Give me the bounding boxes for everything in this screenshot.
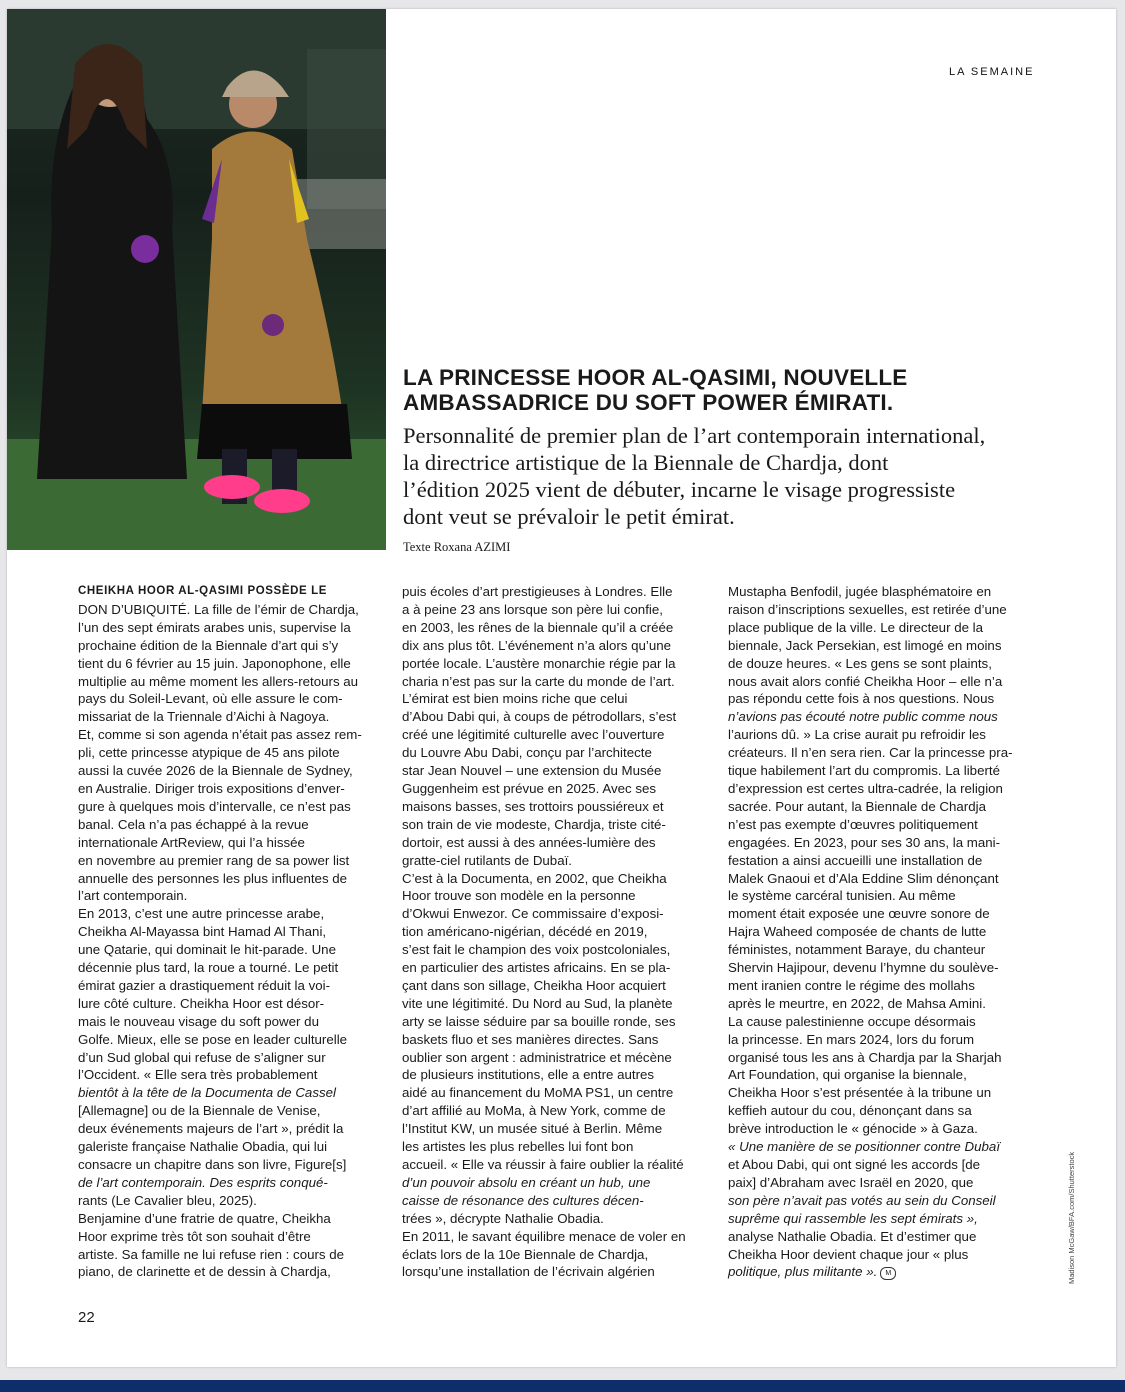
body-line: arty se laisse séduire par sa bouille ronde, ses [402,1013,676,1029]
body-line: nous avait alors confié Cheikha Hoor – elle n’a [728,673,1003,689]
body-line: deux événements majeurs de l’art », prédit la [78,1121,344,1137]
body-line: en particulier des artistes africains. En se pla- [402,960,671,976]
body-line: Et, comme si son agenda n’était pas assez rem- [78,727,362,743]
body-line: prochaine édition de la Biennale d’art qui s’y [78,637,339,653]
body-line: biennale, Jack Persekian, est limogé en moins [728,637,1002,653]
body-line: C’est à la Documenta, en 2002, que Cheikha [402,870,667,886]
body-line: CHEIKHA HOOR AL-QASIMI POSSÈDE LE [78,585,327,597]
body-line: féministes, notamment Baraye, du chanteur [728,942,986,958]
body-line: n’avions pas écouté notre public comme nous [728,709,998,725]
bottom-bar [0,1380,1125,1392]
body-line: le système carcéral tunisien. Au même [728,888,956,904]
body-line: En 2013, c’est une autre princesse arabe, [78,906,325,922]
body-line: créateurs. Il n’en sera rien. Car la princesse pra- [728,745,1013,761]
body-line: analyse Nathalie Obadia. Et d’estimer que [728,1228,977,1244]
body-line: Cheikha Hoor devient chaque jour « plus [728,1246,969,1262]
body-line: çant dans son sillage, Cheikha Hoor acquiert [402,977,666,993]
body-line: éclats lors de la 10e Biennale de Chardja, [402,1246,649,1262]
body-line: annuelle des personnes les plus influentes de [78,870,348,886]
body-line: en novembre au premier rang de sa power list [78,852,350,868]
body-line: pays du Soleil-Levant, où elle assure le com- [78,691,343,707]
article-headline [403,365,1003,415]
body-line: en Australie. Diriger trois expositions d’enver- [78,780,345,796]
body-column-1 [78,583,388,1281]
body-line: son train de vie modeste, Chardja, triste cité- [402,816,666,832]
section-label: LA SEMAINE [949,66,1035,78]
body-line: les artistes les plus rebelles lui font bon [402,1139,634,1155]
standfirst-line: dont veut se prévaloir le petit émirat. [403,504,735,529]
body-line: créé une légitimité culturelle avec l’ouverture [402,727,665,743]
body-line: caisse de résonance des cultures décen- [402,1192,644,1208]
body-line: organisé tous les ans à Chardja par la Sharjah [728,1049,1002,1065]
body-line: brève introduction le « génocide » à Gaza. [728,1121,978,1137]
body-line: l’Occident. « Elle sera très probablement [78,1067,318,1083]
body-line: consacre un chapitre dans son livre, Figure[s] [78,1157,347,1172]
body-line: Hajra Waheed composée de chants de lutte [728,924,987,940]
body-line: émirat gazier a drastiquement réduit la voi- [78,977,331,993]
body-line: d’art affilié au MoMa, à New York, comme de [402,1103,666,1119]
standfirst-line: Personnalité de premier plan de l’art contemporain international, [403,423,986,448]
body-line: festation a ainsi accueilli une installation de [728,852,983,868]
body-line: l’aurions dû. » La crise aurait pu refroidir les [728,727,986,743]
body-line: place publique de la ville. Le directeur de la [728,619,984,635]
body-column-2 [402,583,712,1281]
body-line: après le meurtre, en 2022, de Mahsa Amini. [728,995,986,1011]
body-line: charia n’est pas sur la carte du monde de l’art. [402,673,675,689]
body-line: l’un des sept émirats arabes unis, supervise la [78,619,351,635]
body-line: missariat de la Triennale d’Aichi à Nagoya. [78,709,330,725]
body-line: lure côté culture. Cheikha Hoor est désor- [78,995,325,1011]
body-line: pli, cette princesse atypique de 45 ans pilote [78,745,340,761]
body-line: suprême qui rassemble les sept émirats », [728,1210,978,1226]
photo-illustration [7,9,386,550]
standfirst-line: la directrice artistique de la Biennale de Chardja, dont [403,450,889,475]
body-line: décennie plus tard, la roue a tourné. Le petit [78,960,339,976]
body-line: politique, plus militante ». M [728,1263,1038,1281]
body-line: banal. Cela n’a pas échappé à la revue [78,816,309,832]
body-line: oublier son argent : administratrice et mécène [402,1049,672,1065]
body-line: d’un Sud global qui refuse de s’aligner sur [78,1049,326,1065]
body-line: star Jean Nouvel – une extension du Musée [402,763,662,779]
body-line: l’Institut KW, un musée situé à Berlin. Même [402,1121,663,1137]
body-line: piano, de clarinette et de dessin à Chardja, [78,1264,331,1280]
body-line: baskets fluo et ses manières directes. Sans [402,1031,659,1047]
body-line: moment était exposée une œuvre sonore de [728,906,990,922]
body-line: une Qatarie, qui dominait le hit-parade. Une [78,942,336,958]
body-line: lorsqu’une installation de l’écrivain algérien [402,1264,655,1280]
body-line: Art Foundation, qui organise la biennale, [728,1067,967,1083]
body-line: tique habilement l’art du compromis. La liberté [728,763,1000,779]
body-line: multiplie au même moment les allers-retours au [78,673,359,689]
body-line: aussi la cuvée 2026 de la Biennale de Sydney, [78,763,353,779]
body-line: tient du 6 février au 15 juin. Japonophone, elle [78,655,351,671]
body-line: portée locale. L’austère monarchie régie par la [402,655,676,671]
body-line: vite une légitimité. Du Nord au Sud, la planète [402,995,673,1011]
body-line: d’Abou Dabi qui, à coups de pétrodollars, s’est [402,709,677,725]
body-line: L’émirat est bien moins riche que celui [402,691,628,707]
photo-credit: Madison McGaw/BFA.com/Shutterstock [1067,1151,1076,1284]
body-line: raison d’inscriptions sexuelles, est retirée d’une [728,601,1007,617]
end-mark-icon: M [880,1267,896,1280]
body-line: internationale ArtReview, qui l’a hissée [78,834,305,850]
body-column-3 [728,583,1038,1281]
body-line: en 2003, les rênes de la biennale qu’il a créée [402,619,674,635]
body-line: DON D’UBIQUITÉ. La fille de l’émir de Chardja, [78,601,359,617]
body-line: s’est fait le champion des voix postcoloniales, [402,942,671,958]
body-line: dortoir, est aussi à des années-lumière des [402,834,656,850]
body-line: Cheikha Al-Mayassa bint Hamad Al Thani, [78,924,327,940]
article-standfirst [403,422,985,530]
body-line: Golfe. Mieux, elle se pose en leader culturelle [78,1031,348,1047]
body-line: rants (Le Cavalier bleu, 2025). [78,1192,257,1208]
body-line: puis écoles d’art prestigieuses à Londres. Elle [402,584,673,599]
body-line: l’art contemporain. [78,888,188,904]
body-line: keffieh autour du cou, dénonçant dans sa [728,1103,972,1119]
body-line: Benjamine d’une fratrie de quatre, Cheikha [78,1210,331,1226]
body-line: Malek Gnaoui et d’Ala Eddine Slim dénonçant [728,870,999,886]
body-line: gure à quelques mois d’intervalle, ce n’est pas [78,798,351,814]
body-line: tion américano-nigérian, décédé en 2019, [402,924,648,940]
event-photo [7,9,386,550]
standfirst-line: l’édition 2025 vient de débuter, incarne le visage progressiste [403,477,956,502]
body-line: galeriste française Nathalie Obadia, qui lui [78,1139,328,1155]
body-line: [Allemagne] ou de la Biennale de Venise, [78,1103,321,1119]
body-line: La cause palestinienne occupe désormais [728,1013,976,1029]
body-line: pas répondu cette fois à nos questions. Nous [728,691,995,707]
body-line: gratte-ciel rutilants de Dubaï. [402,852,572,868]
magazine-page [7,9,1116,1367]
body-line: aidé au financement du MoMA PS1, un centre [402,1085,674,1101]
body-line: ment iranien contre le régime des mollahs [728,977,975,993]
body-line: bientôt à la tête de la Documenta de Cassel [78,1085,336,1101]
body-line: Cheikha Hoor s’est présentée à la tribune un [728,1085,992,1101]
body-line: trées », décrypte Nathalie Obadia. [402,1210,604,1226]
body-line: Mustapha Benfodil, jugée blasphématoire en [728,584,992,599]
body-line: a à peine 23 ans lorsque son père lui confie, [402,601,663,617]
body-line: Hoor exprime très tôt son souhait d’être [78,1228,311,1244]
body-line: son père n’avait pas votés au sein du Conseil [728,1192,996,1208]
body-line: maisons basses, ses trottoirs poussiéreux et [402,798,664,814]
body-line: paix] d’Abraham avec Israël en 2020, que [728,1174,974,1190]
body-line: accueil. « Elle va réussir à faire oublier la réalité [402,1157,684,1172]
body-line: n’est pas exempte d’œuvres politiquement [728,816,978,832]
body-line: dix ans plus tôt. L’événement n’a alors qu’une [402,637,672,653]
body-line: d’expression est certes ultra-cadrée, la religion [728,780,1003,796]
headline-line: LA PRINCESSE HOOR AL-QASIMI, NOUVELLE [403,365,908,390]
body-line: de l’art contemporain. Des esprits conqué- [78,1174,328,1190]
body-line: d’Okwui Enwezor. Ce commissaire d’exposi- [402,906,664,922]
body-line: Hoor trouve son modèle en la personne [402,888,636,904]
body-line: de douze heures. « Les gens se sont plaints, [728,655,992,671]
body-line: de plusieurs institutions, elle a entre autres [402,1067,655,1083]
body-line: d’un pouvoir absolu en créant un hub, une [402,1174,651,1190]
body-line: Guggenheim est prévue en 2025. Avec ses [402,780,657,796]
body-line: « Une manière de se positionner contre Dubaï [728,1139,1001,1155]
page-number: 22 [78,1309,95,1326]
body-line: artiste. Sa famille ne lui refuse rien : cours de [78,1246,345,1262]
byline: Texte Roxana AZIMI [403,540,511,554]
body-line: engagées. En 2023, pour ses 30 ans, la mani- [728,834,1001,850]
body-line: Shervin Hajipour, devenu l’hymne du soulève- [728,960,999,976]
body-line: En 2011, le savant équilibre menace de voler en [402,1228,686,1244]
body-line: du Louvre Abu Dabi, conçu par l’architecte [402,745,652,761]
body-line: mais le nouveau visage du soft power du [78,1013,319,1029]
body-line: sacrée. Pour autant, la Biennale de Chardja [728,798,986,814]
body-line: et Abou Dabi, qui ont signé les accords [de [728,1157,981,1172]
headline-line: AMBASSADRICE DU SOFT POWER ÉMIRATI. [403,390,894,415]
body-line: la princesse. En mars 2024, lors du forum [728,1031,975,1047]
